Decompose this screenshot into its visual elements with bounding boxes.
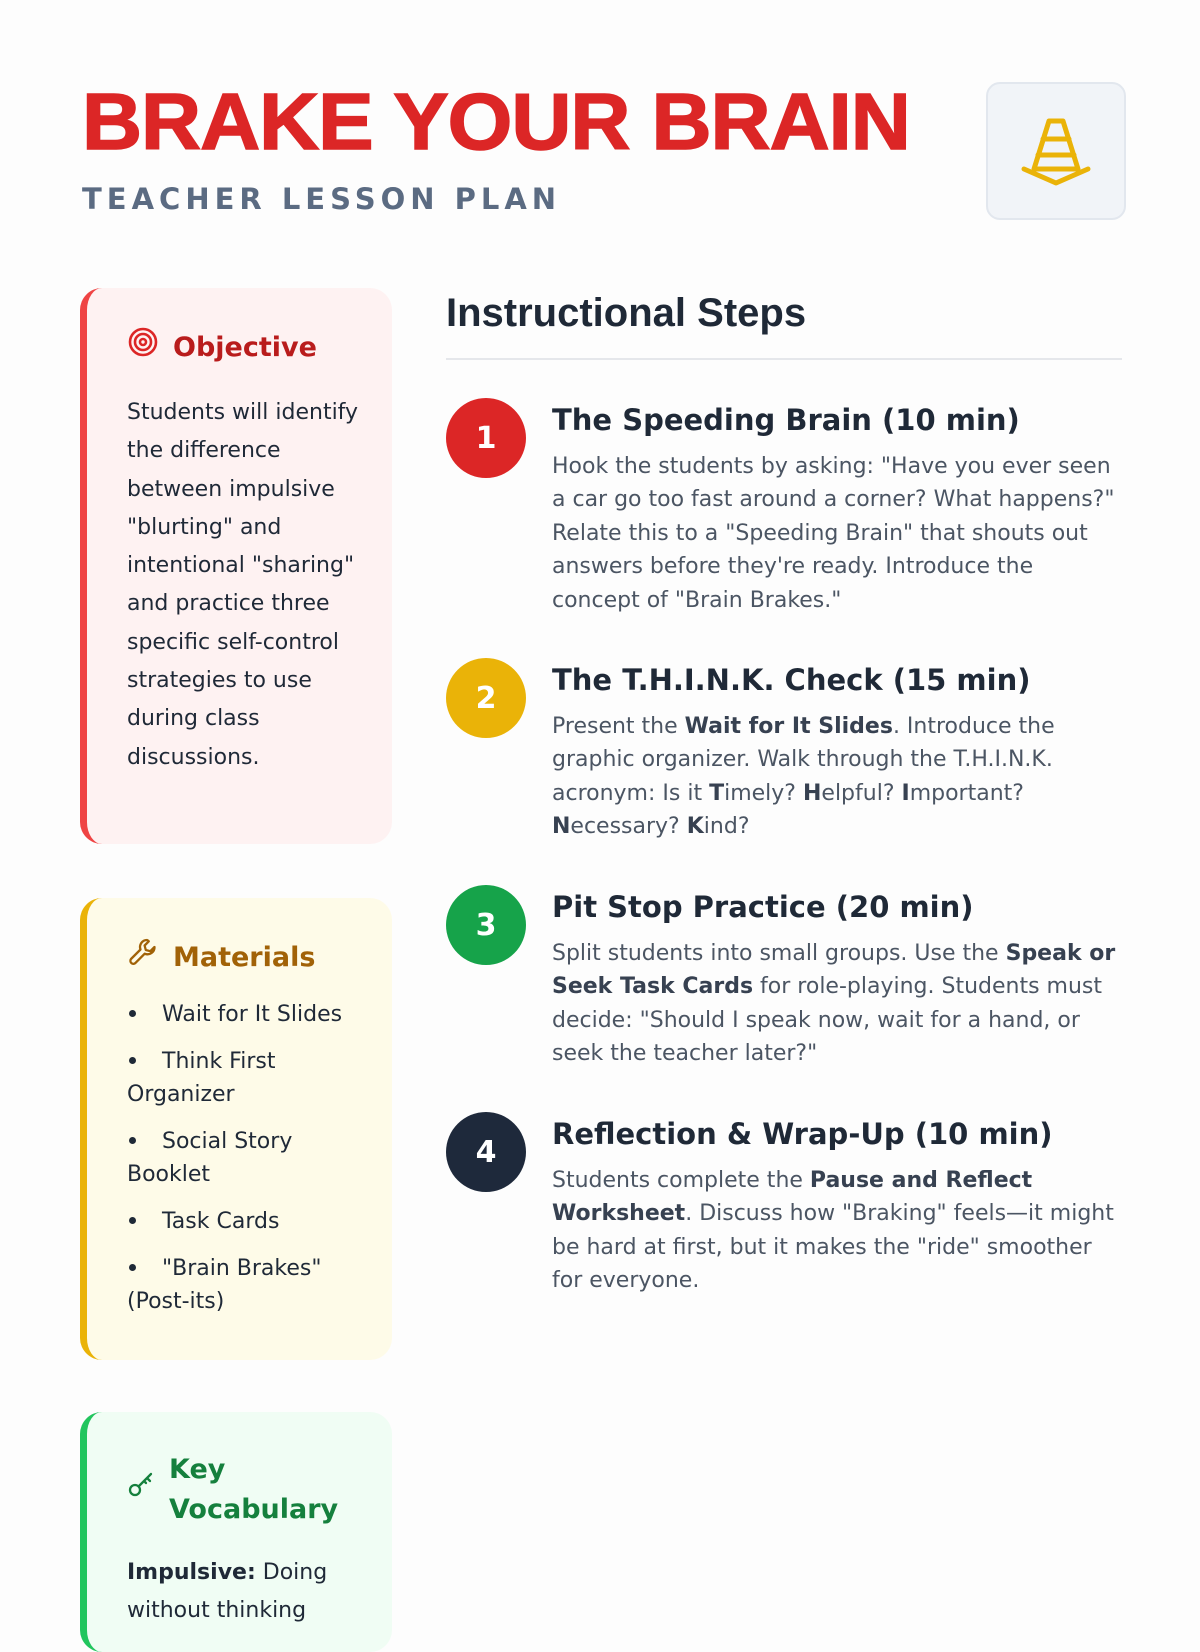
list-item: Task Cards — [127, 1205, 362, 1238]
step-number-badge: 2 — [446, 658, 526, 738]
wrench-icon — [127, 936, 159, 980]
objective-heading — [127, 326, 362, 370]
page-title: BRAKE YOUR BRAIN — [82, 77, 910, 166]
step-description: Present the Wait for It Slides. Introduce the graphic organizer. Walk through the T.H.I.N.K. acronym: Is it Timely? Helpful? Important? Necessary? Kind? — [552, 714, 1055, 840]
step-title: Reflection & Wrap-Up (10 min) — [552, 1117, 1053, 1151]
vocabulary-card — [80, 1412, 392, 1652]
step-title: The Speeding Brain (10 min) — [552, 403, 1020, 437]
vocabulary-entry — [127, 1554, 362, 1631]
target-icon — [127, 326, 159, 370]
list-item: Think First Organizer — [127, 1049, 276, 1107]
page-subtitle: TEACHER LESSON PLAN — [82, 182, 562, 216]
vocabulary-heading — [127, 1450, 362, 1530]
step-description: Students complete the Pause and Reflect Worksheet. Discuss how "Braking" feels—it might be hard at first, but it makes the "ride" smoother for everyone. — [552, 1168, 1114, 1294]
list-item: "Brain Brakes" (Post-its) — [127, 1256, 322, 1314]
list-item: Social Story Booklet — [127, 1129, 293, 1187]
list-item: Wait for It Slides — [127, 998, 362, 1031]
vocabulary-heading-label: Key Vocabulary — [169, 1454, 339, 1525]
step-number-badge: 1 — [446, 398, 526, 478]
objective-heading-label: Objective — [173, 332, 317, 363]
materials-card — [80, 898, 392, 1360]
header — [82, 77, 1126, 222]
key-icon — [127, 1470, 155, 1510]
objective-text: Students will identify the difference between impulsive "blurting" and intentional "sharing" and practice three specific self-control strategies to use during class discussions. — [127, 400, 359, 770]
traffic-cone-icon — [986, 82, 1126, 220]
materials-list — [127, 998, 362, 1318]
step-number-badge: 4 — [446, 1112, 526, 1192]
step-title: The T.H.I.N.K. Check (15 min) — [552, 663, 1031, 697]
materials-heading-label: Materials — [173, 942, 316, 973]
objective-card — [80, 288, 392, 844]
step-description: Split students into small groups. Use the Speak or Seek Task Cards for role-playing. Students must decide: "Should I speak now, wait for a hand, or seek the teacher later?" — [552, 941, 1116, 1067]
vocabulary-definition: Doing without thinking — [127, 1560, 328, 1624]
step-description: Hook the students by asking: "Have you ever seen a car go too fast around a corner? What happens?" Relate this to a "Speeding Brain" that shouts out answers before they're ready. Introduce the concept of "Brain Brakes." — [552, 454, 1115, 613]
step-title: Pit Stop Practice (20 min) — [552, 890, 974, 924]
steps-heading: Instructional Steps — [446, 288, 1122, 360]
vocabulary-term: Impulsive: — [127, 1560, 256, 1585]
materials-heading — [127, 936, 362, 980]
step-number-badge: 3 — [446, 885, 526, 965]
instructional-steps — [446, 288, 1122, 1294]
